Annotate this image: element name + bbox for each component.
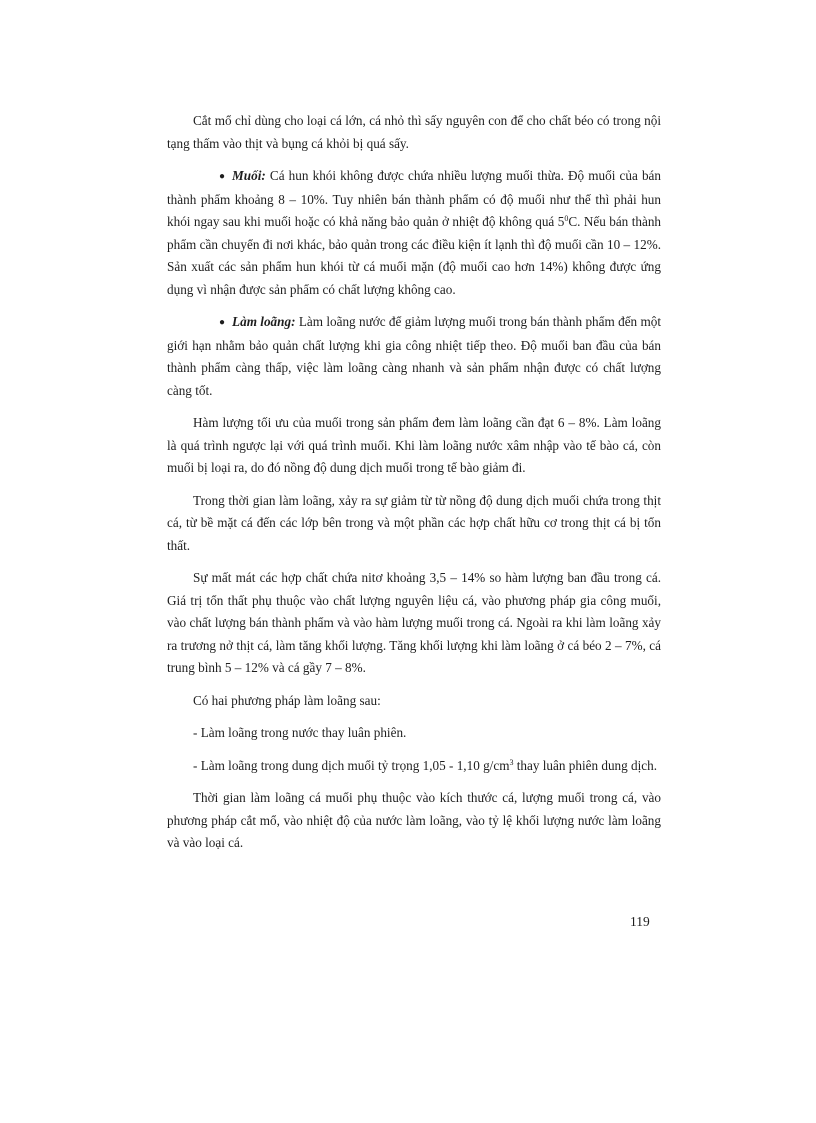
- paragraph-text: - Làm loãng trong nước thay luân phiên.: [193, 725, 407, 740]
- paragraph-text: Trong thời gian làm loãng, xảy ra sự giảm từ từ nồng độ dung dịch muối chứa trong thịt cá, từ bề mặt cá đến các lớp bên trong và một phần các hợp chất hữu cơ trong thịt cá bị tổn thất.: [167, 492, 661, 553]
- paragraph-text: Cá hun khói không được chứa nhiều lượng muối thừa. Độ muối của bán thành phẩm khoảng 8 – 10%. Tuy nhiên bán thành phẩm có độ muối như thế thì phải hun khói ngay sau khi muối hoặc có khả năng bảo quản ở nhiệt độ không quá 5: [167, 168, 661, 229]
- paragraph-text: Cắt mổ chỉ dùng cho loại cá lớn, cá nhỏ thì sấy nguyên con để cho chất béo có trong nội tạng thấm vào thịt và bụng cá khỏi bị quá sấy.: [167, 113, 661, 151]
- page-number: 119: [630, 914, 650, 929]
- bullet-label-dilution: Làm loãng:: [232, 314, 296, 329]
- paragraph-text: thay luân phiên dung dịch.: [513, 757, 658, 773]
- paragraph-text: Làm loãng nước để giảm lượng muối trong bán thành phẩm đến một giới hạn nhằm bảo quản chất lượng khi gia công nhiệt tiếp theo. Độ muối ban đầu của bán thành phẩm càng thấp, việc làm loãng càng nhanh và sản phẩm nhận được có chất lượng càng tốt.: [167, 314, 662, 398]
- paragraph-text: C. Nếu bán thành phẩm cần chuyển đi nơi khác, bảo quản trong các điều kiện ít lạnh thì độ muối cần 10 – 12%. Sản xuất các sản phẩm hun khói từ cá muối mặn (độ muối cao hơn 14%) không được ứng dụng vì nhận được sản phẩm có chất lượng không cao.: [167, 214, 662, 297]
- bullet-icon: ●: [219, 317, 226, 328]
- paragraph-nitrogen-loss: [167, 567, 661, 680]
- document-page: [167, 110, 661, 865]
- paragraph-text: Thời gian làm loãng cá muối phụ thuộc vào kích thước cá, lượng muối trong cá, vào phương pháp cắt mổ, vào nhiệt độ của nước làm loãng, vào tỷ lệ khối lượng nước làm loãng và vào loại cá.: [167, 790, 661, 850]
- paragraph-cutting: [167, 110, 661, 155]
- paragraph-dilution-factors: [167, 787, 661, 855]
- paragraph-salt: [167, 165, 661, 301]
- superscript-degree: 0: [564, 214, 569, 223]
- paragraph-text: Sự mất mát các hợp chất chứa nitơ khoảng 3,5 – 14% so hàm lượng ban đầu trong cá. Giá trị tổn thất phụ thuộc vào chất lượng nguyên liệu cá, vào phương pháp gia công muối, vào chất lượng bán thành phẩm và vào hàm lượng muối trong cá. Ngoài ra khi làm loãng xảy ra trương nở thịt cá, làm tăng khối lượng. Tăng khối lượng khi làm loãng ở cá béo 2 – 7%, cá trung bình 5 – 12% và cá gầy 7 – 8%.: [167, 570, 661, 675]
- paragraph-methods-intro: [167, 690, 661, 713]
- paragraph-text: Hàm lượng tối ưu của muối trong sản phẩm đem làm loãng cần đạt 6 – 8%. Làm loãng là quá trình ngược lại với quá trình muối. Khi làm loãng nước xâm nhập vào tế bào cá, còn muối bị loại ra, do đó nồng độ dung dịch muối trong tế bào giảm đi.: [167, 415, 661, 475]
- bullet-icon: ●: [219, 171, 226, 182]
- bullet-label-salt: Muối:: [232, 168, 266, 183]
- superscript-cubic: 3: [509, 757, 514, 767]
- paragraph-text: - Làm loãng trong dung dịch muối tỷ trọng 1,05 - 1,10 g/cm: [193, 757, 510, 773]
- paragraph-text: Có hai phương pháp làm loãng sau:: [193, 692, 381, 708]
- paragraph-optimal-salt: [167, 412, 661, 480]
- paragraph-method-1: [167, 722, 661, 745]
- paragraph-method-2: [167, 755, 661, 778]
- paragraph-dilution-time: [167, 490, 661, 558]
- paragraph-dilution: [167, 311, 661, 402]
